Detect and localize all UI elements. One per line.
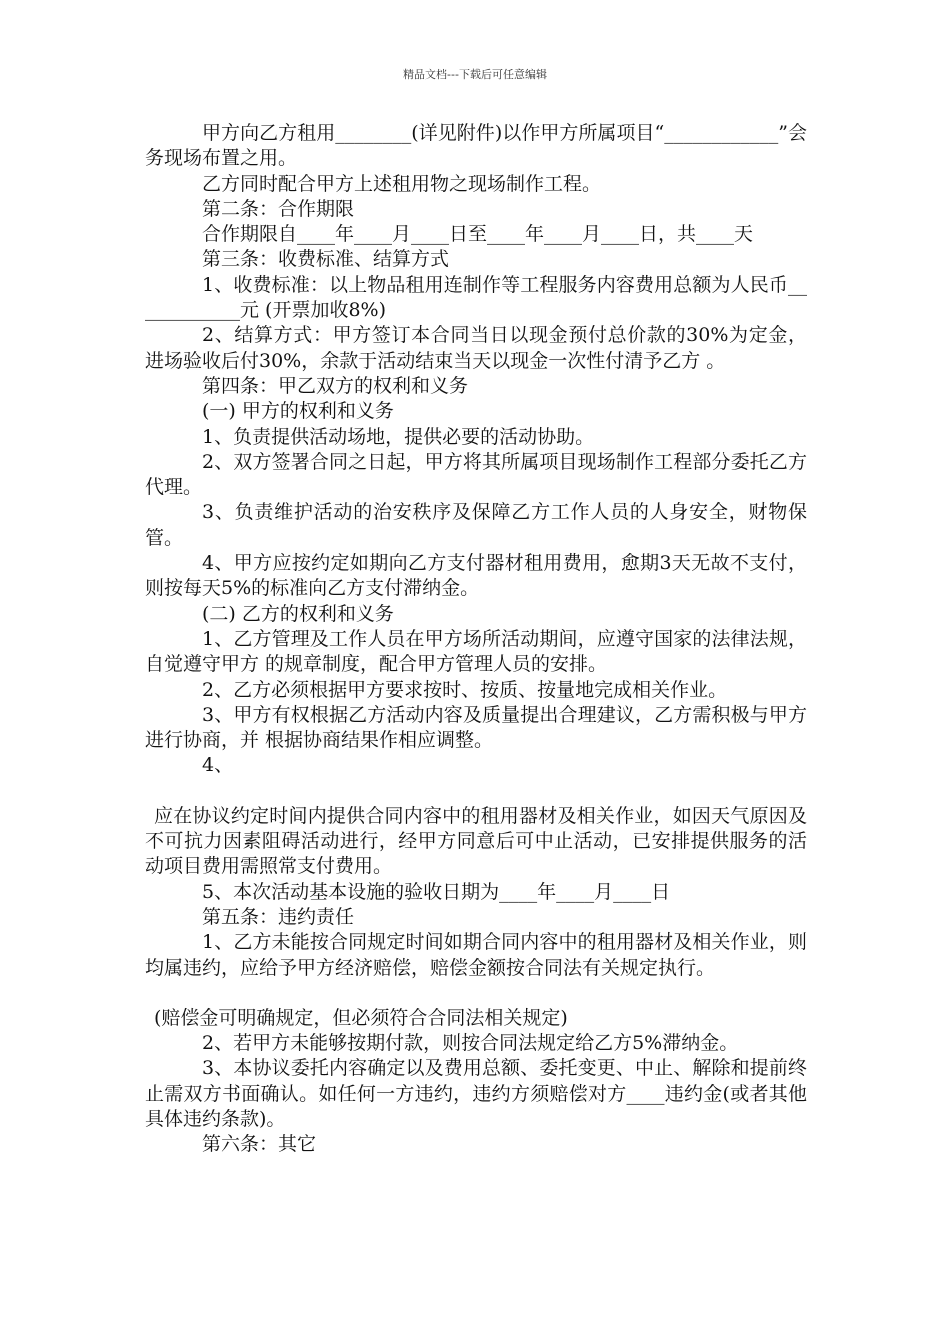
paragraph: 应在协议约定时间内提供合同内容中的租用器材及相关作业，如因天气原因及不可抗力因素阻碍活动进行，经甲方同意后可中止活动，已安排提供服务的活动项目费用需照常支付费用。 <box>145 804 807 878</box>
paragraph: 1、乙方管理及工作人员在甲方场所活动期间，应遵守国家的法律法规，自觉遵守甲方 的规章制度，配合甲方管理人员的安排。 <box>145 627 807 676</box>
paragraph: 第四条：甲乙双方的权利和义务 <box>202 374 469 397</box>
paragraph: (二) 乙方的权利和义务 <box>202 602 394 625</box>
document-body <box>145 121 807 1158</box>
paragraph-gap <box>145 779 807 804</box>
paragraph: 3、负责维护活动的治安秩序及保障乙方工作人员的人身安全，财物保管。 <box>145 501 807 549</box>
page-header: 精品文档---下载后可任意编辑 <box>403 68 547 81</box>
paragraph: 2、结算方式：甲方签订本合同当日以现金预付总价款的30%为定金，进场验收后付30%，余款于活动结束当天以现金一次性付清予乙方 。 <box>145 324 807 372</box>
paragraph: 1、负责提供活动场地，提供必要的活动协助。 <box>202 425 595 448</box>
paragraph: 2、若甲方未能够按期付款，则按合同法规定给乙方5%滞纳金。 <box>202 1032 739 1055</box>
paragraph: 第三条：收费标准、结算方式 <box>202 248 450 271</box>
paragraph: 4、 <box>202 754 234 777</box>
paragraph: (赔偿金可明确规定，但必须符合合同法相关规定) <box>154 1006 568 1029</box>
paragraph: 第五条：违约责任 <box>202 905 355 928</box>
paragraph: (一) 甲方的权利和义务 <box>202 400 394 423</box>
paragraph: 3、本协议委托内容确定以及费用总额、委托变更、中止、解除和提前终止需双方书面确认。如任何一方违约，违约方须赔偿对方____违约金(或者其他具体违约条款)。 <box>145 1057 807 1130</box>
paragraph: 乙方同时配合甲方上述租用物之现场制作工程。 <box>202 172 602 195</box>
paragraph: 1、收费标准：以上物品租用连制作等工程服务内容费用总额为人民币____________元 (开票加收8%) <box>145 273 807 322</box>
paragraph: 5、本次活动基本设施的验收日期为____年____月____日 <box>202 880 671 903</box>
paragraph: 3、甲方有权根据乙方活动内容及质量提出合理建议，乙方需积极与甲方进行协商，并 根据协商结果作相应调整。 <box>145 703 807 752</box>
paragraph: 2、乙方必须根据甲方要求按时、按质、按量地完成相关作业。 <box>202 678 728 701</box>
paragraph: 合作期限自____年____月____日至____年____月____日，共____天 <box>202 223 754 246</box>
paragraph: 第六条：其它 <box>202 1133 317 1156</box>
paragraph: 1、乙方未能按合同规定时间如期合同内容中的租用器材及相关作业，则均属违约，应给予甲方经济赔偿，赔偿金额按合同法有关规定执行。 <box>145 931 807 979</box>
paragraph: 2、双方签署合同之日起，甲方将其所属项目现场制作工程部分委托乙方代理。 <box>145 450 807 499</box>
paragraph: 第二条：合作期限 <box>202 197 355 220</box>
paragraph-gap <box>145 981 807 1006</box>
paragraph: 甲方向乙方租用________(详见附件)以作甲方所属项目“____________”会务现场布置之用。 <box>145 122 807 170</box>
paragraph: 4、甲方应按约定如期向乙方支付器材租用费用，愈期3天无故不支付，则按每天5%的标准向乙方支付滞纳金。 <box>145 552 807 600</box>
